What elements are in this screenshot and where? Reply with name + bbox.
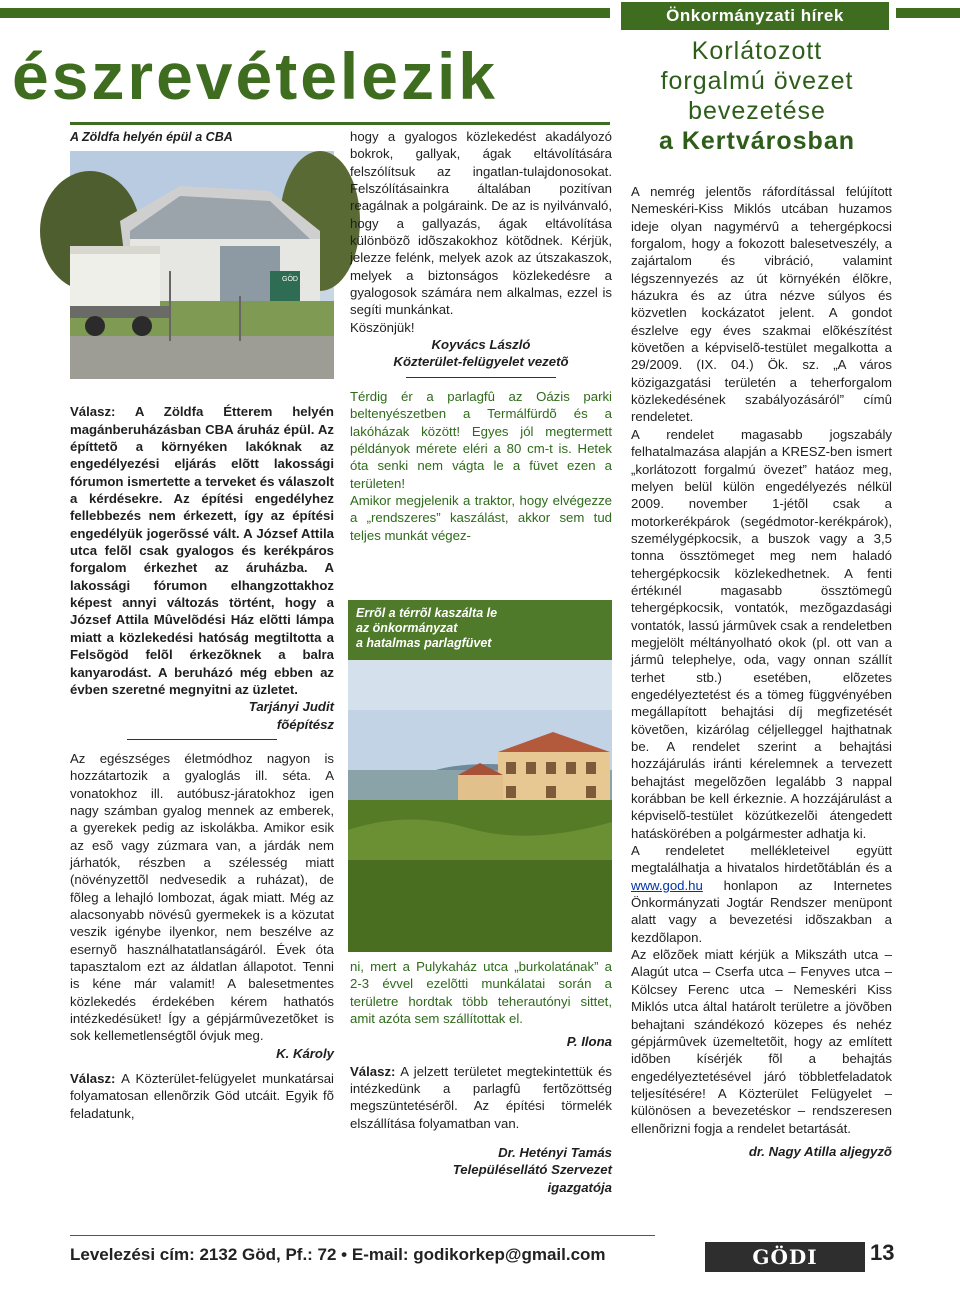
column-1 [70, 129, 334, 1122]
heading-rule [70, 122, 610, 125]
column-2-lower [350, 958, 612, 1196]
answer-ragweed [350, 1063, 612, 1132]
signature-p-ilona: P. Ilona [566, 1034, 612, 1050]
signature-kovacs: Koyvács László [431, 337, 531, 353]
page-number: 13 [870, 1240, 895, 1265]
top-rule [0, 8, 610, 18]
signature-tarjanyi-title: fõépítész [276, 716, 334, 732]
footer-rule [70, 1235, 655, 1236]
article-para-3-end: honlapon az Internetes Önkormányzati Jogtár Rendszer menüpont alatt vagy a bevezetési idõszakban a kezdõlapon. [631, 877, 892, 945]
article-para-3-start: A rendeletet mellékleteivel együtt megtalálhatja a hivatalos hirdetõtáblán és a [631, 843, 892, 876]
article-title [623, 36, 891, 156]
letter-ragweed-end: ni, mert a Pulykaház utca „burkolatának” a 2-3 évvel ezelõtti munkálatai során a területre hordtak több teherautónyi sittet, amit azóta sem szállítottak el. [350, 959, 612, 1027]
signature-k-karoly: K. Károly [276, 1045, 334, 1061]
letter-ragweed: Térdig ér a parlagfû az Oázis parki beltenyészetben a Termálfürdõ és a lakóházak között! Egyes jól megtermett példányok mérete eléri a 80 cm-t is. Hetek óta senki nem vágta le a füvet ezen a területen! [350, 388, 612, 491]
masthead-logo: GÖDI KÖRKÉP [705, 1242, 865, 1272]
article-title-line: forgalmú övezet [660, 67, 854, 95]
section-tab: Önkormányzati hírek [621, 2, 889, 30]
column-3 [631, 183, 892, 1160]
answer-label: Válasz: [350, 1063, 396, 1079]
article-title-line: a Kertvárosban [658, 127, 856, 155]
signature-nagy-atilla: dr. Nagy Atilla aljegyzõ [748, 1143, 892, 1159]
thanks-text: Köszönjük! [350, 319, 415, 335]
article-para-4: Az elõzõek miatt kérjük a Mikszáth utca – Alagút utca – Cserfa utca – Fenyves utca – Kölcsey Ferenc utca – Nemeskéri Kiss Miklós utca által határolt területre a jövõben behajtani szándékozó közepes és nehéz gépjármûvek üzemeltetõit, hogy az említett idõben kísérjék fõl a behajtás engedélyeztetésével járó többletfeladatok teljesítésére! A Közterület Felügyelet – különösen a bevezetéskor – rendszeresen ellenõrizni fogja a rendelet betartását. [631, 947, 892, 1136]
article-para-3 [631, 842, 892, 946]
signature-hetenyi-org: Településellátó Szervezet [452, 1162, 612, 1178]
footer-address: Levelezési cím: 2132 Göd, Pf.: 72 • E-mail: godikorkep@gmail.com [70, 1245, 606, 1264]
answer-label: Válasz: [70, 1071, 116, 1087]
photo-sign: GÖD [282, 276, 298, 284]
signature-hetenyi: Dr. Hetényi Tamás [498, 1145, 612, 1161]
answer-cba [70, 403, 334, 698]
page-heading: észrevételezik [12, 39, 498, 113]
top-rule-right [896, 8, 960, 18]
separator [406, 377, 556, 378]
construction-photo [70, 151, 334, 379]
photo-caption: A Zöldfa helyén épül a CBA [70, 130, 233, 144]
signature-tarjanyi: Tarjányi Judit [248, 699, 334, 715]
ragweed-photo-box [348, 600, 612, 952]
answer-ragweed-text: A jelzett területet megtekintettük és intézkedünk a parlagfû fertõzöttség megszüntetésérõl. Az építési törmelék elszállítása folyamatban van. [350, 1063, 613, 1131]
letter-walking: Az egészséges életmódhoz nagyon is hozzátartozik a gyaloglás ill. séta. A vonatokhoz ill. autóbusz-járatokhoz igen nagy számban gyalog mennek az emberek, a gyerekek pedig az iskolákba. Amikor esik az esõ vagy zúzmara van, a járdák nem járhatók, részben a szélesség miatt (növényzettõl nedvesedik a ruházat), de fõleg a lehajló lombozat, ágak miatt. Még az alacsonyabb növésû gyermekek is a közutat veszik igénybe ilyenkor, nem beszélve az esernyõ használhatatlanságáról. Évek óta tapasztalom ezt az áldatlan állapotot. Tenni is kéne már valamit! A balesetmentes közlekedés érdekében kérem hathatós intézkedésüket! Így a gépjármûvezetõket is sok kellemetlenségtõl óvjuk meg. [70, 750, 334, 1044]
answer-cba-text: Válasz: A Zöldfa Étterem helyén magánberuházásban CBA áruház épül. Az építtetõ a környéken lakóknak az engedélyezési eljárás elõtt lakossági fórumon ismertette a terveket és válaszolt a kérdésekre. Az építési engedélyhez fellebbezés nem érkezett, így az építési engedélyük jogerõssé vált. A József Attila utca felõl csak gyalogos és kerékpáros forgalom érkezhet az áruházba. A lakossági fórumon elhangzottakhoz képest annyi változás történt, hogy a József Attila Mûvelõdési Ház elõtti lámpa miatt a közlekedési hatóság megtiltotta a Felsõgöd felõl érkezõknek a balra kanyarodást. A beruházó még ebben az évben szeretné megnyitni az üzletet. [70, 404, 334, 697]
answer-continued: hogy a gyalogos közlekedést akadályozó bokrok, gallyak, ágak eltávolítására felszólítsuk az ingatlan-tulajdonosokat. Felszólításainkra általában pozitívan reagálnak a polgáraink. De az is nyilvánvaló, hogy a gallyazás, ágak eltávolítása különbözõ idõszakokhoz kötõdnek. Kérjük, jelezze felénk, melyek azok az útszakaszok, melyek a biztonságos közlekedésre a gyalogosok számára nem alkalmas, ezzel is segíti munkánkat. [350, 129, 612, 318]
article-title-line: bevezetése [688, 97, 826, 125]
box-caption: Errõl a térrõl kaszálta le az önkormányzat a hatalmas parlagfüvet [356, 606, 498, 650]
separator [127, 739, 277, 740]
god-hu-link[interactable]: www.god.hu [631, 877, 703, 893]
column-2 [350, 128, 612, 544]
answer-public-space [70, 1070, 334, 1122]
answer-public-space-text: A Közterület-felügyelet munkatársai folyamatosan ellenõrzik Göd utcáit. Egyik fõ feladatunk, [70, 1071, 334, 1121]
letter-ragweed-cont: Amikor megjelenik a traktor, hogy elvégezze a „rendszeres” kaszálást, akkor sem tud teljes munkát végez- [350, 492, 612, 543]
article-para-2: A rendelet magasabb jogszabály felhatalmazása alapján a KRESZ-ben ismert „korlátozott forgalmú övezet” hatáoz meg, melyen belül külön engedélyezés nélkül 2009. november 1-jétõl csak a motorkerékpárok (segédmotor-kerékpárok), személygépkocsik, a buszok vagy a 3,5 tonna össztömeget meg nem haladó tehergépkocsik közlekedhetnek. A fenti értékınél magasabb össztömegû tehergépkocsik, vontatók, mezõgazdasági vontatók, lassú jármûvek csak a rendeletben megjelölt méltányolható okok (pl. ott van a jármû telephelye, oda, vagy onnan szállít terhet stb.) esetében, elõzetes engedélyeztetést és a tömeg függvényében megállapított behajtási díj megfizetését követõen, kizárólag céljelleggel hajthatnak be. A rendelet szerint a behajtási hozzájárulás iránti kérelemnek a tervezett behajtást megelõzõen legalább 3 nappal korábban be kell érkeznie. A hozzájárulást a képviselõ-testület közútkezelõi átengedett hatáskörében a polgármester adhatja ki. [631, 426, 892, 841]
article-title-line: Korlátozott [691, 37, 823, 65]
signature-kovacs-title: Közterület-felügyelet vezetõ [393, 354, 569, 370]
signature-hetenyi-title: igazgatója [547, 1179, 612, 1195]
article-para-1: A nemrég jelentõs ráfordítással felújított Nemeskéri-Kiss Miklós utcában huzamos ideje olyan nagymérvû a tehergépkocsi forgalom, hogy a fokozott balesetveszély, a zajártalom és vibráció, valamint légszennyezés az út környékén élõkre, házukra és az útra nézve súlyos és közvetlen kockázatot jelent. A gondot észlelve egy éves szakmai elõkészítést követõen a képviselõ-testület megalkotta a 29/2009. (IX. 04.) Ök. sz. „A város közigazgatási területén a teherforgalom közlekedésének szabályozásáról” címû rendeletet. [631, 184, 892, 425]
